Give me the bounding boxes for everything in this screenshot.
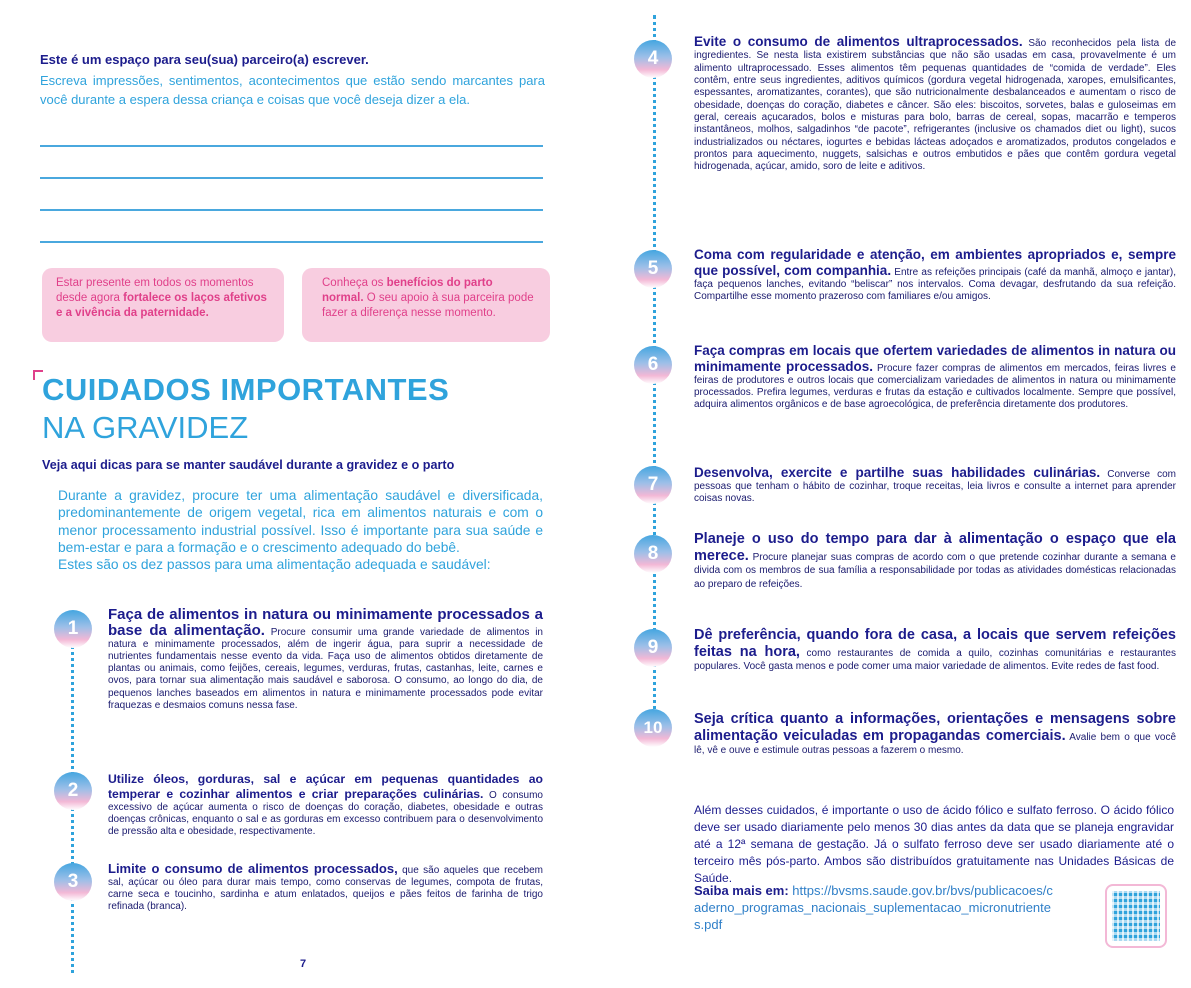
writing-line[interactable] bbox=[40, 145, 543, 147]
step-1 bbox=[108, 607, 543, 712]
step-body: Avalie bem o que você lê, vê e ouve e estimule outras pessoas a fazerem o mesmo. bbox=[694, 731, 1177, 756]
step-badge-7: 7 bbox=[634, 466, 672, 504]
step-title: Seja crítica quanto a informações, orientações e mensagens sobre alimentação veiculadas em propagandas comerciais. bbox=[694, 711, 1176, 744]
qr-pattern bbox=[1112, 891, 1160, 941]
tip-box-text: Estar presente em todos os momentos desde agora bbox=[56, 277, 254, 304]
sub-heading: NA GRAVIDEZ bbox=[42, 410, 249, 445]
partner-title: Este é um espaço para seu(sua) parceiro(a) escrever. bbox=[40, 52, 369, 67]
closing-paragraph: Além desses cuidados, é importante o uso de ácido fólico e sulfato ferroso. O ácido fólico deve ser usado diariamente pelo menos 30 dias antes da data que se planeja engravidar até a 12ª semana de gestação. Já o sulfato ferroso deve ser usado diariamente até o terceiro mês pós-parto. Ambos são distribuídos gratuitamente nas Unidades Básicas de Saúde. bbox=[694, 803, 1174, 885]
step-title: Coma com regularidade e atenção, em ambientes apropriados e, sempre que possível, com companhia. bbox=[694, 247, 1176, 279]
main-heading: CUIDADOS IMPORTANTES bbox=[42, 372, 450, 407]
more-info bbox=[694, 882, 1054, 933]
tip-box-birth bbox=[302, 268, 550, 342]
step-5 bbox=[694, 247, 1176, 303]
more-info-label: Saiba mais em: bbox=[694, 883, 789, 898]
tip-box-text: Conheça os bbox=[322, 277, 387, 289]
step-6 bbox=[694, 343, 1176, 411]
step-badge-10: 10 bbox=[634, 709, 672, 747]
step-9 bbox=[694, 627, 1176, 674]
step-badge-1: 1 bbox=[54, 610, 92, 648]
step-badge-3: 3 bbox=[54, 863, 92, 901]
step-body: Procure fazer compras de alimentos em mercados, feiras livres e feiras de produtores e outros locais que comercializam variedades de alimentos in natura ou minimamente processados. Prefira legumes, verduras e frutas da estação e cultivados localmente. Sempre que possível, adquira alimentos orgânicos e de base agroecológica, de preferência diretamente dos produtores. bbox=[694, 363, 1176, 411]
step-4 bbox=[694, 36, 1176, 174]
step-7 bbox=[694, 465, 1176, 505]
section-subtitle: Veja aqui dicas para se manter saudável durante a gravidez e o parto bbox=[42, 458, 455, 472]
left-page bbox=[0, 0, 590, 988]
writing-line[interactable] bbox=[40, 177, 543, 179]
step-3 bbox=[108, 863, 543, 913]
step-title: Desenvolva, exercite e partilhe suas habilidades culinárias. bbox=[694, 465, 1101, 480]
step-body: Entre as refeições principais (café da manhã, almoço e jantar), faça pequenos lanches, evitando “beliscar” nos intervalos. Coma devagar, desfrutando da sua refeição. Compartilhe esse momento prazeroso com familiares e/ou amigos. bbox=[694, 267, 1176, 303]
tip-box-text: O seu apoio à sua parceira pode fazer a diferença nesse momento. bbox=[322, 292, 534, 319]
step-2 bbox=[108, 772, 543, 838]
step-body: Procure planejar suas compras de acordo com o que pretende cozinhar durante a semana e divida com os membros de sua família a responsabilidade por todas as atividades domésticas relacionadas ao preparo de refeições. bbox=[694, 551, 1176, 590]
partner-section bbox=[40, 52, 545, 109]
step-title: Utilize óleos, gorduras, sal e açúcar em pequenas quantidades ao temperar e cozinhar alimentos e criar preparações culinárias. bbox=[108, 772, 543, 802]
step-badge-5: 5 bbox=[634, 250, 672, 288]
intro-text bbox=[58, 487, 543, 573]
step-title: Planeje o uso do tempo para dar à alimentação o espaço que ela merece. bbox=[694, 531, 1176, 564]
writing-line[interactable] bbox=[40, 209, 543, 211]
intro-paragraph: Estes são os dez passos para uma alimentação adequada e saudável: bbox=[58, 557, 491, 573]
tip-box-bold: benefícios do parto normal. bbox=[322, 277, 493, 304]
step-badge-6: 6 bbox=[634, 346, 672, 384]
step-8 bbox=[694, 531, 1176, 591]
step-badge-4: 4 bbox=[634, 40, 672, 78]
step-body: como restaurantes de comida a quilo, cozinhas comunitárias e restaurantes populares. Você gasta menos e pode comer uma maior variedade de alimentos. Evite redes de fast food. bbox=[694, 647, 1176, 672]
tip-box-paternity bbox=[42, 268, 284, 342]
step-title: Dê preferência, quando fora de casa, a locais que servem refeições feitas na hora, bbox=[694, 627, 1176, 660]
qr-code-icon[interactable] bbox=[1105, 884, 1167, 948]
step-title: Faça compras em locais que ofertem variedades de alimentos in natura ou minimamente processados. bbox=[694, 343, 1176, 375]
step-10 bbox=[694, 711, 1176, 758]
writing-line[interactable] bbox=[40, 241, 543, 243]
step-badge-2: 2 bbox=[54, 772, 92, 810]
step-body: Procure consumir uma grande variedade de alimentos in natura e minimamente processados, além de ingerir água, para suprir a necessidade de nutrientes fundamentais nesse evento da vida. Faça uso de alimentos obtidos diretamente de plantas ou animais, como feijões, cereais, legumes, verduras, frutas, castanhas, leite, carnes e ovos, para tornar sua alimentação mais saudável e saborosa. O consumo, ao longo do dia, de pequenos lanches baseados em alimentos in natura e minimamente processados pode evitar fraquezas e desmaios comuns nessa fase. bbox=[108, 627, 543, 711]
step-body: Converse com pessoas que tenham o hábito de cozinhar, troque receitas, leia livros e consulte a internet para aprender coisas novas. bbox=[694, 469, 1176, 505]
step-body: São reconhecidos pela lista de ingredientes. Se nesta lista existirem substâncias que não são usadas em casa, provavelmente é um alimento ultraprocessado. Esses alimentos têm pequenas quantidades de “comida de verdade”. Eles contêm, entre seus ingredientes, aditivos químicos (gordura vegetal hidrogenada, xaropes, emulsificantes, espessantes, aromatizantes, corantes), que são nutricionalmente desbalanceados e aumentam o risco de obesidade, doenças do coração, diabetes e câncer. São eles: biscoitos, sorvetes, balas e guloseimas em geral, cereais açucarados, bolos e misturas para bolo, barras de cereal, sopas, macarrão e temperos instantâneos, molhos, salgadinhos “de pacote”, refrigerantes (inclusive os chamados diet ou light), sucos industrializados ou néctares, iogurtes e bebidas lácteas adoçados e aromatizados, produtos congelados e prontos para aquecimento, nuggets, salsichas e outros embutidos e pães que contêm gordura vegetal hidrogenada, açúcar, amido, soro de leite e aditivos. bbox=[694, 38, 1177, 173]
step-badge-8: 8 bbox=[634, 535, 672, 573]
intro-paragraph: Durante a gravidez, procure ter uma alimentação saudável e diversificada, predominantemente de origem vegetal, rica em alimentos naturais e com o menor processamento industrial possível. Isso é importante para sua saúde e bem-estar e para a formação e o crescimento adequado do bebê. bbox=[58, 488, 543, 555]
partner-description: Escreva impressões, sentimentos, acontecimentos que estão sendo marcantes para você durante a espera dessa criança e coisas que você deseja dizer a ela. bbox=[40, 73, 545, 107]
step-body: que são aqueles que recebem sal, açúcar ou óleo para durar mais tempo, como conservas de legumes, compota de frutas, carne seca e toucinho, sardinha e atum enlatados, queijos e pães feitos de farinha de trigo refinada (branca). bbox=[108, 865, 543, 913]
step-title: Limite o consumo de alimentos processados, bbox=[108, 861, 398, 876]
step-body: O consumo excessivo de açúcar aumenta o risco de doenças do coração, diabetes, obesidade e outras doenças crônicas, enquanto o sal e as gorduras em excesso contribuem para o desenvolvimento de pressão alta e obesidade, respectivamente. bbox=[108, 790, 543, 838]
more-info-link[interactable]: https://bvsms.saude.gov.br/bvs/publicacoes/caderno_programas_nacionais_suplementacao_micronutrientes.pdf bbox=[694, 883, 1053, 932]
step-badge-9: 9 bbox=[634, 629, 672, 667]
tip-box-bold: fortalece os laços afetivos e a vivência da paternidade. bbox=[56, 292, 267, 319]
step-title: Faça de alimentos in natura ou minimamente processados a base da alimentação. bbox=[108, 606, 543, 640]
step-title: Evite o consumo de alimentos ultraprocessados. bbox=[694, 34, 1023, 49]
page-number: 7 bbox=[300, 958, 307, 970]
